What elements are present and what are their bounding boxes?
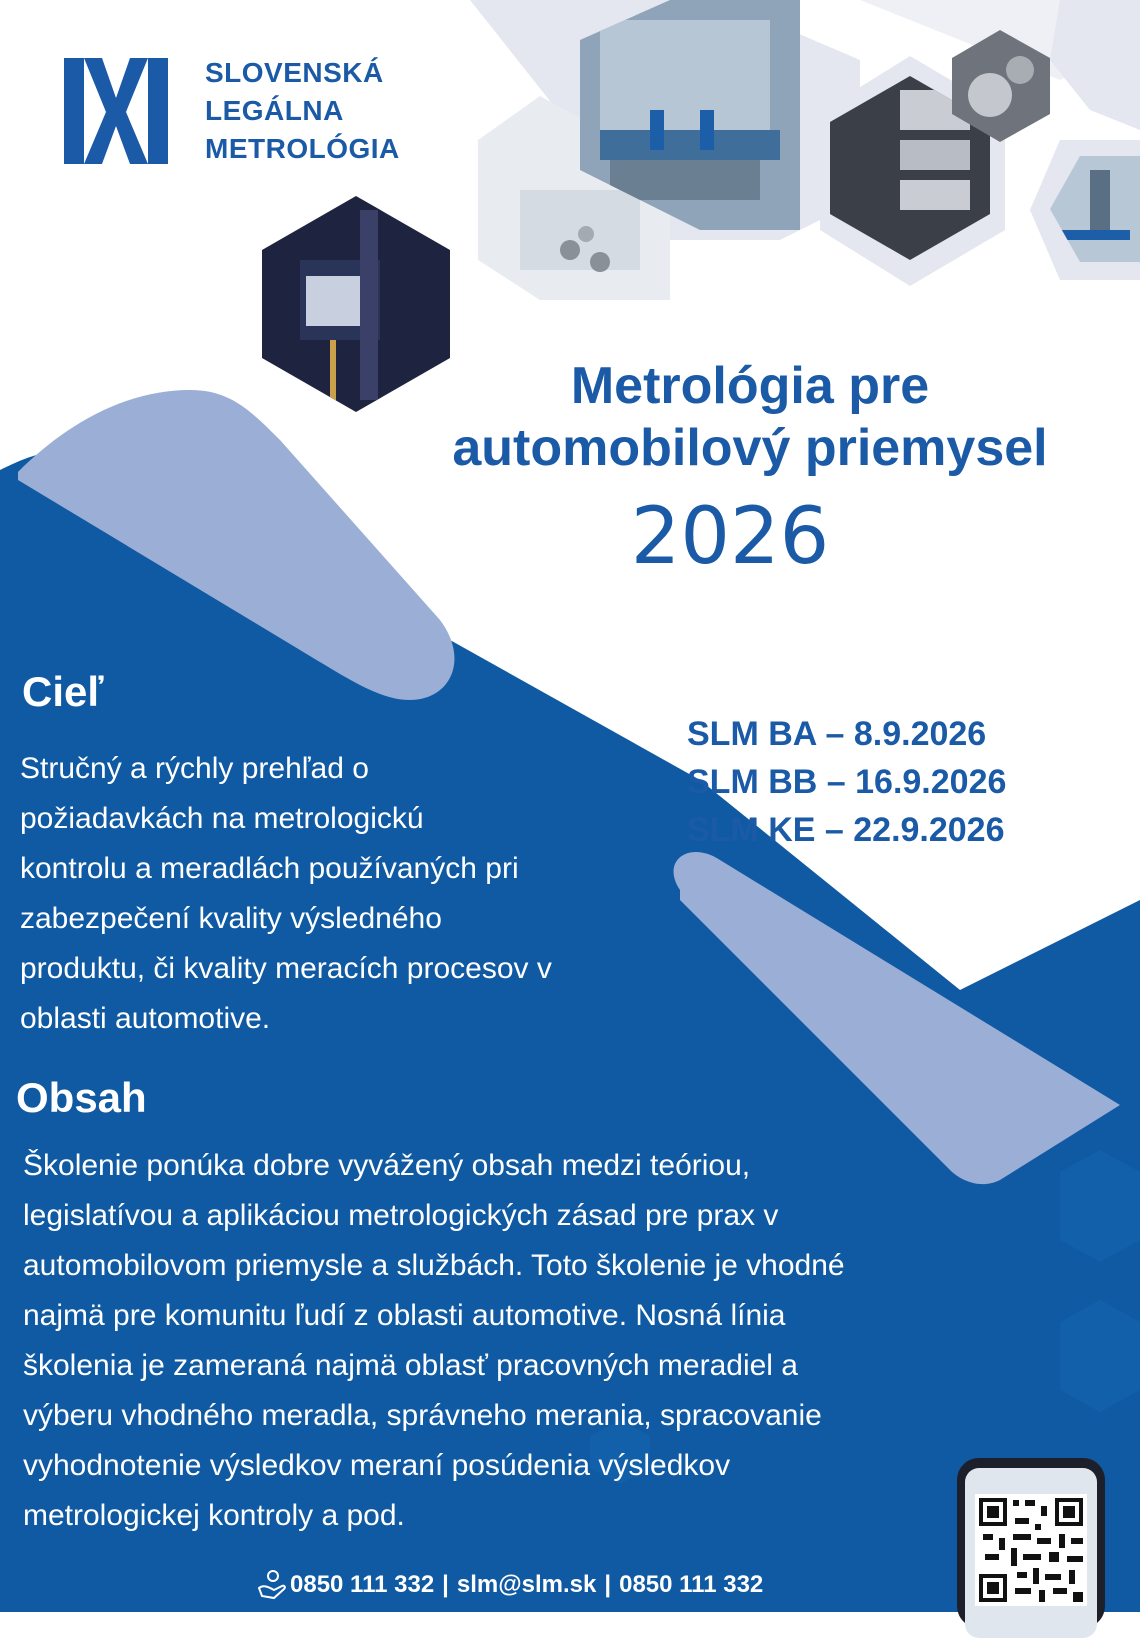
obsah-line: legislatívou a aplikáciou metrologických zásad pre prax v	[23, 1199, 779, 1232]
footer-separator: |	[604, 1571, 612, 1598]
event-dates	[687, 710, 1006, 854]
obsah-heading: Obsah	[16, 1074, 147, 1121]
ciel-line: produktu, či kvality meracích procesov v	[20, 952, 552, 985]
logo-line: LEGÁLNA	[205, 95, 344, 126]
ciel-paragraph	[20, 744, 700, 1044]
event-date-ke: SLM KE – 22.9.2026	[687, 811, 1005, 849]
obsah-line: Školenie ponúka dobre vyvážený obsah medzi teóriou,	[23, 1149, 751, 1182]
ciel-line: požiadavkách na metrologickú	[20, 802, 424, 835]
logo-line: METROLÓGIA	[205, 133, 400, 164]
logo-line: SLOVENSKÁ	[205, 57, 384, 88]
title-line-1: Metrológia pre	[570, 357, 930, 415]
qr-phone-mockup	[957, 1458, 1105, 1628]
obsah-paragraph	[23, 1141, 1103, 1541]
ciel-line: zabezpečení kvality výsledného	[20, 902, 442, 935]
page-title	[370, 355, 1130, 479]
footer-separator: |	[442, 1571, 449, 1598]
qr-code-icon[interactable]	[965, 1468, 1097, 1638]
obsah-line: automobilovom priemysle a službách. Toto školenie je vhodné	[23, 1249, 845, 1282]
phone-hand-icon	[256, 1568, 286, 1602]
contact-phone-1[interactable]: 0850 111 332	[290, 1571, 435, 1598]
slm-logo-mark-icon	[64, 58, 168, 164]
logo-wordmark	[205, 54, 400, 168]
ciel-line: kontrolu a meradlách používaných pri	[20, 852, 519, 885]
ciel-line: oblasti automotive.	[20, 1002, 271, 1035]
obsah-line: najmä pre komunitu ľudí z oblasti automotive. Nosná línia	[23, 1299, 786, 1332]
obsah-line: školenia je zameraná najmä oblasť pracovných meradiel a	[23, 1349, 798, 1382]
ciel-heading: Cieľ	[22, 668, 104, 715]
contact-phone-2[interactable]: 0850 111 332	[619, 1571, 764, 1598]
contact-email[interactable]: slm@slm.sk	[456, 1571, 597, 1598]
event-date-bb: SLM BB – 16.9.2026	[687, 763, 1007, 801]
title-year: 2026	[630, 492, 830, 582]
obsah-line: výberu vhodného meradla, správneho merania, spracovanie	[23, 1399, 822, 1432]
obsah-line: vyhodnotenie výsledkov meraní posúdenia výsledkov	[23, 1449, 731, 1482]
obsah-line: metrologickej kontroly a pod.	[23, 1499, 405, 1532]
event-date-ba: SLM BA – 8.9.2026	[687, 715, 987, 753]
title-line-2: automobilový priemysel	[452, 419, 1048, 477]
ciel-line: Stručný a rýchly prehľad o	[20, 752, 369, 785]
contact-footer	[256, 1568, 763, 1602]
